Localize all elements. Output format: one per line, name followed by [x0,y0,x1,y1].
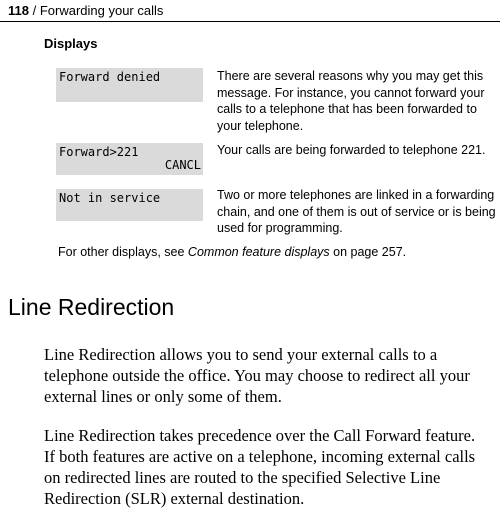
section-title: Line Redirection [8,294,175,320]
header-separator: / [28,3,40,18]
header-section-title: Forwarding your calls [39,3,164,18]
lcd-display-not-in-service [56,189,203,221]
lcd-line-1: Forward denied [59,70,161,84]
display-description: There are several reasons why you may get this message. For instance, you cannot forward your calls to a telephone that has been forwarded to your telephone. [217,69,485,133]
body-paragraph: Line Redirection allows you to send your external calls to a telephone outside the office. You may choose to redirect all your external lines or only some of them. [44,345,470,406]
running-header [8,3,163,19]
other-displays-prefix: For other displays, see [58,245,188,259]
other-displays-suffix: on page 257. [329,245,407,259]
lcd-line-1: Forward>221 [59,145,139,159]
body-paragraph: Line Redirection takes precedence over the Call Forward feature. If both features are active on a telephone, incoming external calls on redirected lines are routed to the specified Selective Line Redirection (SLR) external destination. [44,426,476,508]
display-description: Two or more telephones are linked in a forwarding chain, and one of them is out of service or is being used for programming. [217,188,496,235]
page-number: 118 [8,3,29,18]
other-displays-note [58,244,406,260]
lcd-line-1: Not in service [59,191,161,205]
lcd-display-forward [56,143,203,175]
lcd-display-forward-denied [56,68,203,102]
header-rule [0,21,500,22]
lcd-line-2-cancel: CANCL [164,158,201,172]
display-description: Your calls are being forwarded to telephone 221. [217,143,486,157]
displays-heading: Displays [44,36,98,51]
cross-reference-link[interactable]: Common feature displays [187,245,330,259]
